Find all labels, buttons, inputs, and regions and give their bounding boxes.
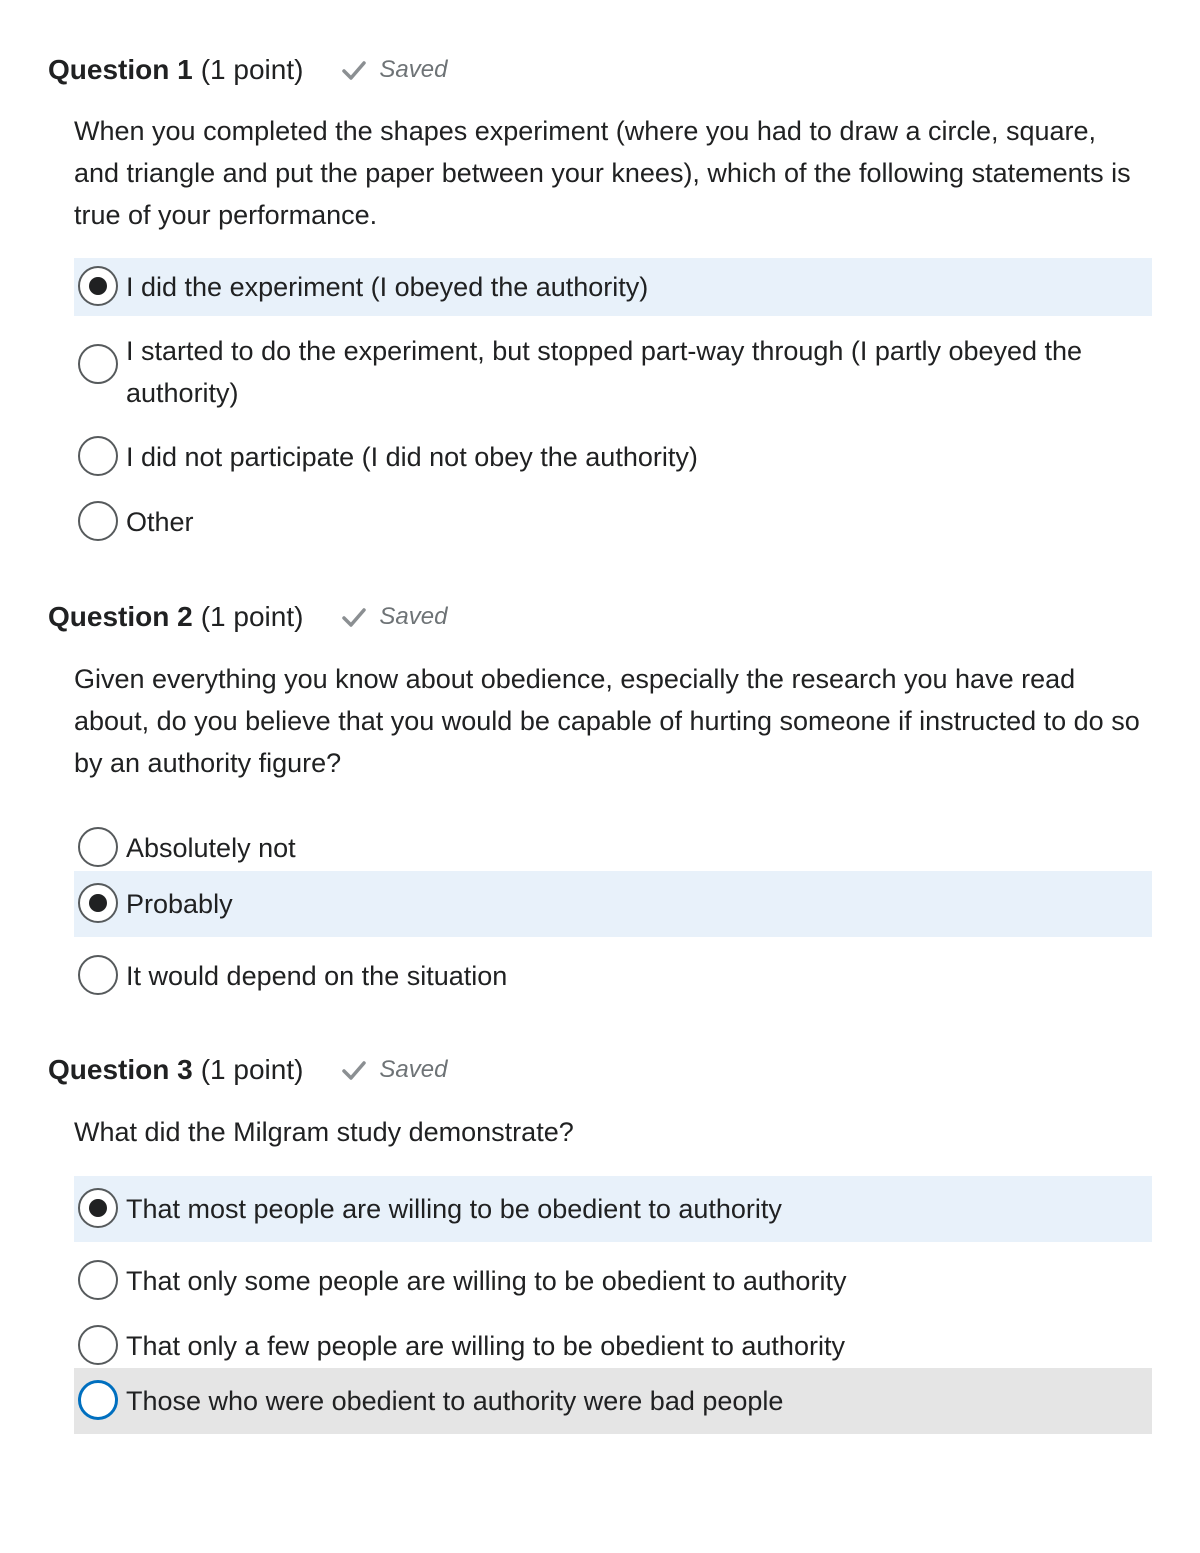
saved-status — [341, 1056, 447, 1084]
saved-label: Saved — [379, 56, 448, 83]
radio-button[interactable] — [78, 1325, 118, 1365]
question-header — [48, 1050, 447, 1090]
saved-status — [341, 603, 447, 631]
saved-status — [341, 56, 447, 84]
answer-option[interactable] — [74, 1325, 1152, 1367]
answer-label: Absolutely not — [126, 833, 296, 863]
answer-option[interactable] — [74, 330, 1152, 414]
answer-label: I did the experiment (I obeyed the authority) — [126, 272, 649, 302]
saved-label: Saved — [379, 1056, 448, 1083]
check-icon — [341, 57, 367, 83]
radio-button[interactable] — [78, 1188, 118, 1228]
answer-option[interactable] — [74, 955, 1152, 997]
radio-button[interactable] — [78, 436, 118, 476]
radio-button[interactable] — [78, 955, 118, 995]
answer-label: That only some people are willing to be obedient to authority — [126, 1266, 847, 1296]
question-text: What did the Milgram study demonstrate? — [74, 1117, 574, 1147]
question-title: Question 3 — [48, 1054, 193, 1085]
answer-label: I started to do the experiment, but stopped part-way through (I partly obeyed the authority) — [126, 336, 1083, 408]
question-text: Given everything you know about obedience, especially the research you have read about, do you believe that you would be capable of hurting someone if instructed to do so by an authority figure? — [74, 664, 1140, 778]
answer-label: I did not participate (I did not obey the authority) — [126, 442, 698, 472]
question-points: (1 point) — [200, 1054, 304, 1085]
answer-label: Probably — [126, 889, 233, 919]
check-icon — [341, 604, 367, 630]
answer-option[interactable] — [74, 871, 1152, 937]
question-title: Question 1 — [48, 54, 193, 85]
radio-button[interactable] — [78, 501, 118, 541]
answer-option[interactable] — [74, 827, 1152, 869]
answer-label: Other — [126, 507, 194, 537]
answer-option[interactable] — [74, 1176, 1152, 1242]
answer-option[interactable] — [74, 436, 1152, 478]
question-points: (1 point) — [200, 54, 304, 85]
answer-label: That only a few people are willing to be obedient to authority — [126, 1331, 845, 1361]
answer-option[interactable] — [74, 1368, 1152, 1434]
question-header — [48, 597, 447, 637]
answer-label: It would depend on the situation — [126, 961, 508, 991]
answer-option[interactable] — [74, 501, 1152, 543]
answer-option[interactable] — [74, 258, 1152, 316]
radio-button[interactable] — [78, 266, 118, 306]
answer-label: That most people are willing to be obedient to authority — [126, 1194, 782, 1224]
check-icon — [341, 1057, 367, 1083]
radio-button[interactable] — [78, 827, 118, 867]
saved-label: Saved — [379, 603, 448, 630]
answer-label: Those who were obedient to authority were bad people — [126, 1386, 784, 1416]
radio-button[interactable] — [78, 1380, 118, 1420]
radio-button[interactable] — [78, 1260, 118, 1300]
question-title: Question 2 — [48, 601, 193, 632]
question-points: (1 point) — [200, 601, 304, 632]
radio-button[interactable] — [78, 344, 118, 384]
answer-option[interactable] — [74, 1260, 1152, 1302]
question-text: When you completed the shapes experiment (where you had to draw a circle, square, and triangle and put the paper between your knees), which of the following statements is true of your performance. — [74, 116, 1131, 230]
question-header — [48, 50, 447, 90]
radio-button[interactable] — [78, 883, 118, 923]
